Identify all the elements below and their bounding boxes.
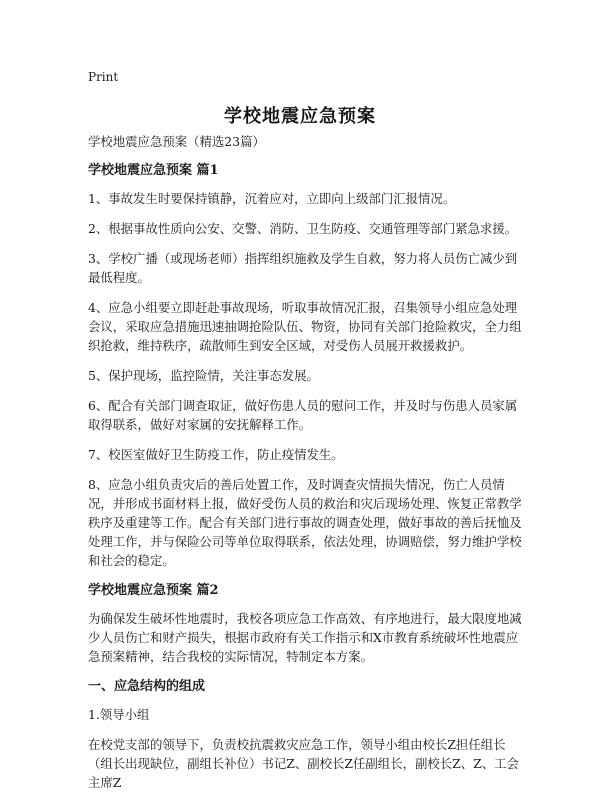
section-heading-2: 学校地震应急预案 篇2 <box>88 583 219 598</box>
paragraph: 在校党支部的领导下，负责校抗震救灾应急工作，领导小组由校长Z担任组长（组长出现缺位，副组长补位）书记Z、副校长Z任副组长，副校长Z、Z、工会主席Z <box>88 737 519 790</box>
paragraph: 为确保发生破坏性地震时，我校各项应急工作高效、有序地进行，最大限度地减少人员伤亡和财产损失，根据市政府有关工作指示和X市教育系统破坏性地震应急预案精神，结合我校的实际情况，特制定本方案。 <box>88 611 522 664</box>
paragraph: 3、学校广播（或现场老师）指挥组织施救及学生自救，努力将人员伤亡减少到最低程度。 <box>88 251 518 285</box>
paragraph: 8、应急小组负责灾后的善后处置工作，及时调查灾情损失情况，伤亡人员情况，并形成书面材料上报，做好受伤人员的救治和灾后现场处理、恢复正常教学秩序及重建等工作。配合有关部门进行事故的调查处理，做好事故的善后抚恤及处理工作，并与保险公司等单位取得联系，依法处理，协调赔偿，努力维护学校和社会的稳定。 <box>88 477 522 568</box>
document-body <box>88 132 522 803</box>
paragraph: 5、保护现场，监控险情，关注事态发展。 <box>88 368 319 383</box>
paragraph: 4、应急小组要立即赶赴事故现场，听取事故情况汇报，召集领导小组应急处理会议，采取应急措施迅速抽调抢险队伍、物资，协同有关部门抢险救灾，全力组织抢救，维持秩序，疏散师生到安全区域，对受伤人员展开救援救护。 <box>88 300 522 353</box>
paragraph: 2、根据事故性质向公安、交警、消防、卫生防疫、交通管理等部门紧急求援。 <box>88 221 518 236</box>
paragraph: 7、校医室做好卫生防疫工作，防止疫情发生。 <box>88 447 344 462</box>
paragraph: 1、事故发生时要保持镇静，沉着应对，立即向上级部门汇报情况。 <box>88 191 456 206</box>
list-item-label: 1.领导小组 <box>88 707 150 722</box>
section-heading-1: 学校地震应急预案 篇1 <box>88 163 219 178</box>
paragraph: 6、配合有关部门调查取证，做好伤患人员的慰问工作，并及时与伤患人员家属取得联系，做好对家属的安抚解释工作。 <box>88 398 518 432</box>
subsection-heading: 一、应急结构的组成 <box>88 679 206 694</box>
page-title: 学校地震应急预案 <box>224 106 376 127</box>
document-subtitle: 学校地震应急预案（精选23篇） <box>88 134 265 149</box>
print-link[interactable]: Print <box>88 70 119 84</box>
